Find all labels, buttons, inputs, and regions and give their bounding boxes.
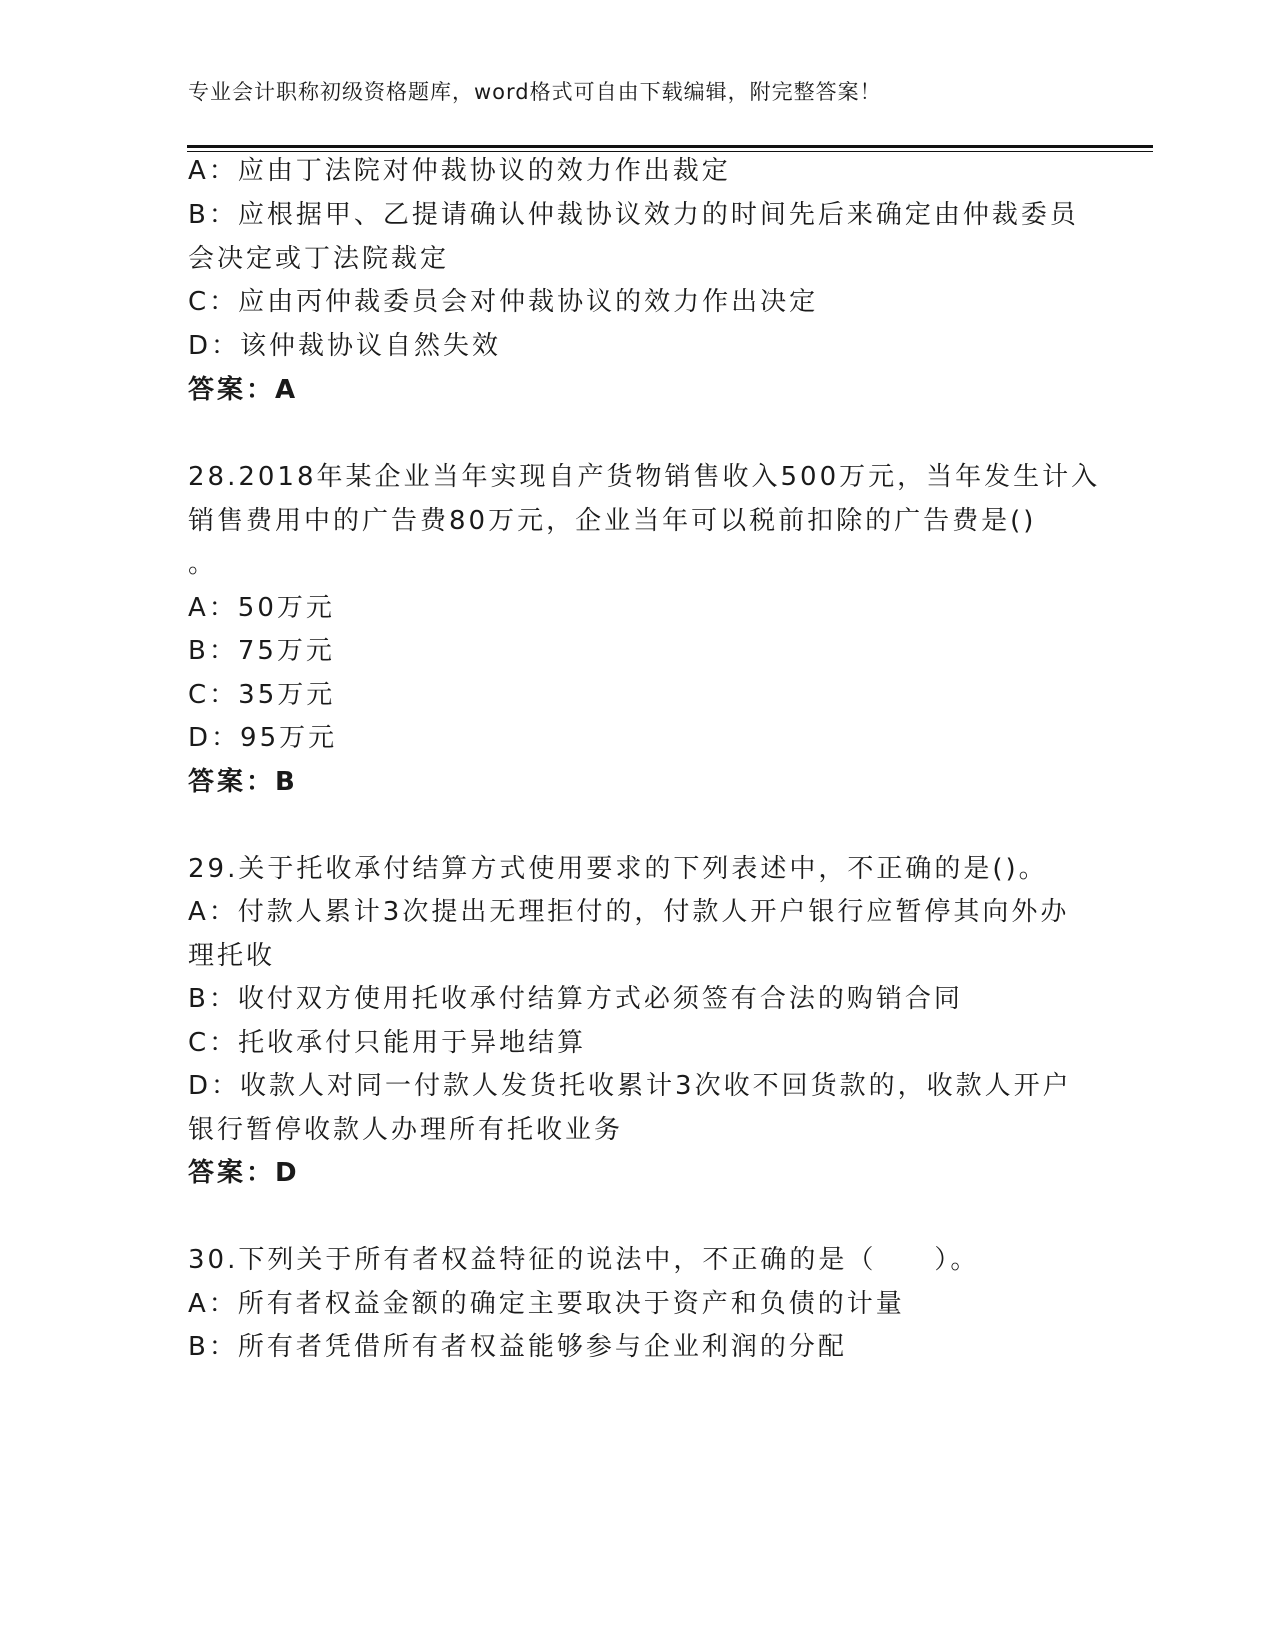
option-line: A：50万元 [188, 593, 335, 623]
question-text: 28.2018年某企业当年实现自产货物销售收入500万元，当年发生计入 [188, 462, 1101, 492]
option-line: C：应由丙仲裁委员会对仲裁协议的效力作出决定 [188, 287, 819, 317]
option-line: D：收款人对同一付款人发货托收累计3次收不回货款的，收款人开户 [188, 1071, 1072, 1101]
answer-line: 答案：B [188, 767, 298, 797]
question-text: 30.下列关于所有者权益特征的说法中，不正确的是（ ）。 [188, 1245, 980, 1275]
option-line: A：所有者权益金额的确定主要取决于资产和负债的计量 [188, 1289, 905, 1319]
option-line: B：所有者凭借所有者权益能够参与企业利润的分配 [188, 1332, 847, 1362]
option-line: A：应由丁法院对仲裁协议的效力作出裁定 [188, 156, 731, 186]
page-header: 专业会计职称初级资格题库，word格式可自由下载编辑，附完整答案！ [188, 80, 882, 104]
question-text: 29.关于托收承付结算方式使用要求的下列表述中，不正确的是()。 [188, 854, 1048, 884]
option-line: D：95万元 [188, 723, 338, 753]
option-line-continued: 会决定或丁法院裁定 [188, 244, 450, 274]
option-line: B：75万元 [188, 636, 335, 666]
option-line: C：35万元 [188, 680, 336, 710]
answer-line: 答案：D [188, 1158, 300, 1188]
option-line-continued: 银行暂停收款人办理所有托收业务 [188, 1115, 624, 1145]
option-line-continued: 理托收 [188, 941, 276, 971]
answer-line: 答案：A [188, 375, 299, 405]
option-line: B：收付双方使用托收承付结算方式必须签有合法的购销合同 [188, 984, 963, 1014]
option-line: D：该仲裁协议自然失效 [188, 331, 502, 361]
option-line: A：付款人累计3次提出无理拒付的，付款人开户银行应暂停其向外办 [188, 897, 1070, 927]
header-rule-thin [187, 151, 1153, 152]
header-rule-thick [187, 145, 1153, 148]
question-text: 。 [188, 549, 218, 579]
option-line: B：应根据甲、乙提请确认仲裁协议效力的时间先后来确定由仲裁委员 [188, 200, 1079, 230]
question-text: 销售费用中的广告费80万元，企业当年可以税前扣除的广告费是() [188, 506, 1037, 536]
option-line: C：托收承付只能用于异地结算 [188, 1028, 587, 1058]
